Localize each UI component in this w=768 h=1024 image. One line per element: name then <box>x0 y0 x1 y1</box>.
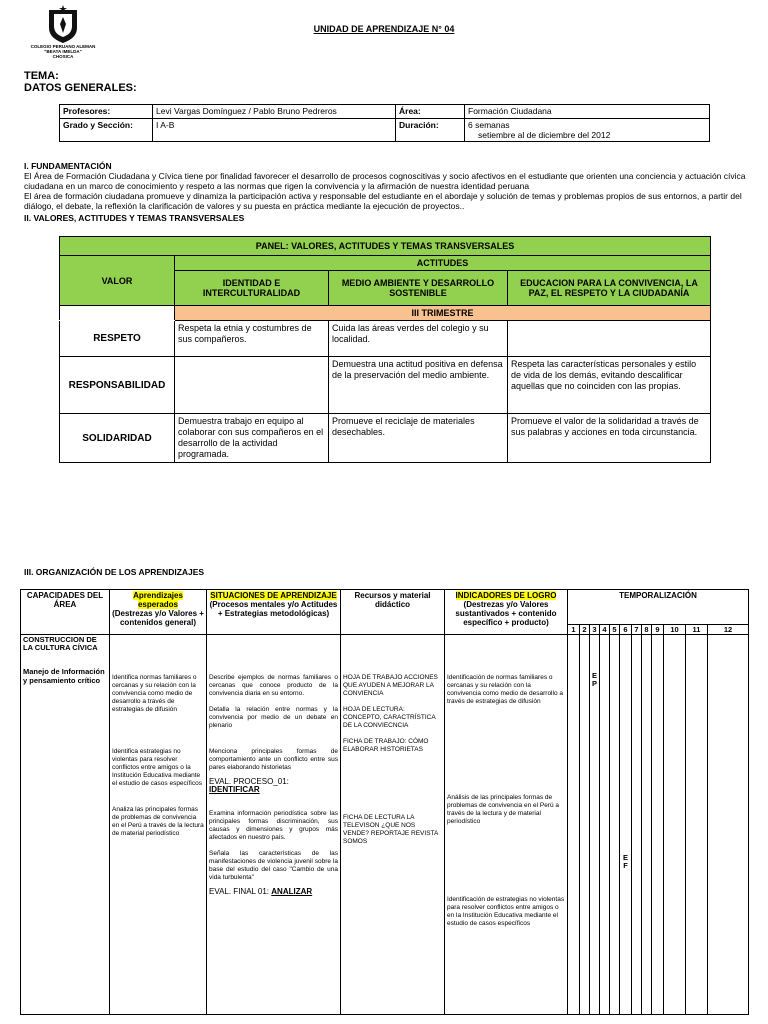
indicadores-cell <box>445 635 568 1015</box>
table-row <box>60 105 710 119</box>
aprendizajes-cell <box>110 635 207 1015</box>
header-recursos: Recursos y material didáctico <box>341 590 445 635</box>
valor-header: VALOR <box>60 256 175 306</box>
actitud-cell: Demuestra una actitud positiva en defensa de la preservación del medio ambiente. <box>329 357 508 414</box>
eval-proceso <box>209 778 338 794</box>
actitud-cell: Demuestra trabajo en equipo al colaborar con sus compañeros en el desarrollo de la actividad programada. <box>175 414 329 463</box>
actitud-cell: Promueve el reciclaje de materiales desechables. <box>329 414 508 463</box>
panel-title: PANEL: VALORES, ACTITUDES Y TEMAS TRANSVERSALES <box>60 237 711 256</box>
indicador-item: Análisis de las principales formas de problemas de convivencia en el Perú a través de la lectura y de material periodístico <box>447 794 560 825</box>
week-cell <box>600 635 610 1015</box>
week-cell <box>708 635 749 1015</box>
header-capacidades: CAPACIDADES DEL ÁREA <box>21 590 110 635</box>
school-logo <box>22 4 104 66</box>
week-cell <box>686 635 708 1015</box>
capacidad-title: CONSTRUCCION DE LA CULTURA CÍVICA <box>23 635 98 652</box>
situacion-item: Detalla la relación entre normas y la convivencia por medio de un debate en plenario <box>209 706 338 729</box>
fundamentacion-section <box>24 161 749 211</box>
actitudes-header: ACTITUDES <box>175 256 711 271</box>
valor-cell: SOLIDARIDAD <box>60 414 175 463</box>
actitud-cell: Cuida las áreas verdes del colegio y su localidad. <box>329 321 508 357</box>
actitud-cell <box>508 321 711 357</box>
school-city: CHOSICA <box>52 54 74 59</box>
eval-value: IDENTIFICAR <box>209 785 260 794</box>
area-label: Área: <box>396 105 465 119</box>
section-heading: III. ORGANIZACIÓN DE LOS APRENDIZAJES <box>24 567 205 577</box>
aprendizaje-item: Identifica estrategias no violentas para resolver conflictos entre amigos o la Institución Educativa mediante el estudio de casos específicos <box>112 748 202 787</box>
eval-mark-ef: E F <box>622 853 628 870</box>
aprendizaje-item: Identifica normas familiares o cercanas y su relación con la convivencia como medio de desarrollo a través de estrategias de difusión <box>112 674 197 713</box>
datos-generales-label: DATOS GENERALES: <box>24 82 137 94</box>
recurso-item: FICHA DE LECTURA LA TELEVISON ¿QUE NOS VENDE? REPORTAJE REVISTA SOMOS <box>343 814 438 845</box>
actitud-cell: Promueve el valor de la solidaridad a través de sus palabras y acciones en toda circunstancia. <box>508 414 711 463</box>
recursos-cell <box>341 635 445 1015</box>
tema-label: TEMA: <box>24 70 59 82</box>
week-number: 12 <box>708 625 749 635</box>
valor-cell: RESPONSABILIDAD <box>60 357 175 414</box>
valor-cell: RESPETO <box>60 321 175 357</box>
week-cell <box>632 635 642 1015</box>
header-subtitle: (Procesos mentales y/o Actitudes + Estrategias metodológicas) <box>209 600 338 618</box>
table-row <box>21 590 749 625</box>
actitud-cell: Respeta las características personales y estilo de vida de los demás, evitando descalificar aquellas que no coinciden con las propias. <box>508 357 711 414</box>
school-name: COLEGIO PERUANO ALEMAN <box>30 44 96 49</box>
week-cell <box>642 635 652 1015</box>
duracion-label: Duración: <box>396 119 465 142</box>
table-row <box>60 414 711 463</box>
section-heading: I. FUNDAMENTACIÓN <box>24 161 112 171</box>
actitud-cell <box>175 357 329 414</box>
week-cell <box>580 635 590 1015</box>
week-number: 10 <box>664 625 686 635</box>
school-name-2: "BEATA IMELDA" <box>44 49 82 54</box>
duracion-dates: setiembre al de diciembre del 2012 <box>478 130 611 140</box>
header-indicadores <box>445 590 568 635</box>
header-highlight: INDICADORES DE LOGRO <box>455 591 557 600</box>
week-number: 7 <box>632 625 642 635</box>
eval-mark-ep: E P <box>592 671 598 688</box>
table-row <box>60 306 711 321</box>
duracion-value <box>465 119 710 142</box>
week-number: 5 <box>610 625 620 635</box>
situaciones-cell <box>207 635 341 1015</box>
grado-label: Grado y Sección: <box>60 119 153 142</box>
header-highlight: Aprendizajes esperados <box>133 591 183 609</box>
header-situaciones <box>207 590 341 635</box>
table-row <box>60 256 711 271</box>
header-aprendizajes <box>110 590 207 635</box>
section-heading: II. VALORES, ACTITUDES Y TEMAS TRANSVERSALES <box>24 213 245 223</box>
week-number: 8 <box>642 625 652 635</box>
table-row <box>60 357 711 414</box>
week-number: 11 <box>686 625 708 635</box>
column-header: MEDIO AMBIENTE Y DESARROLLO SOSTENIBLE <box>329 271 508 306</box>
week-cell <box>590 635 600 1015</box>
week-number: 3 <box>590 625 600 635</box>
week-cell <box>664 635 686 1015</box>
profesores-value: Levi Vargas Domínguez / Pablo Bruno Pedreros <box>153 105 396 119</box>
indicador-item: Identificación de normas familiares o cercanas y su relación con la convivencia como medio de desarrollo a través de estrategias de difusión <box>447 674 563 705</box>
learning-organization-table <box>20 589 749 1015</box>
eval-final <box>209 888 338 896</box>
eval-label: EVAL. FINAL 01: <box>209 887 270 896</box>
capacidad-subtitle: Manejo de Información y pensamiento crítico <box>23 667 105 685</box>
trimestre-label: III TRIMESTRE <box>175 306 711 321</box>
recurso-item: HOJA DE LECTURA: CONCEPTO, CARACTRÍSTICA DE LA CONVIECNCIA <box>343 706 436 729</box>
capacidades-cell <box>21 635 110 1015</box>
situacion-item: Describe ejemplos de normas familiares o cercanas que conoce producto de la convivencia diaria en su entorno. <box>209 674 338 697</box>
aprendizaje-item: Analiza las principales formas de problemas de convivencia en el Perú a través de la lectura de material periodístico <box>112 806 204 837</box>
duracion-weeks: 6 semanas <box>468 120 510 130</box>
week-cell <box>652 635 664 1015</box>
week-number: 1 <box>568 625 580 635</box>
week-number: 6 <box>620 625 632 635</box>
week-number: 4 <box>600 625 610 635</box>
fundamentacion-paragraph-1: El Área de Formación Ciudadana y Cívica tiene por finalidad favorecer el desarrollo de procesos cognoscitivas y socio afectivos en el estudiante que orienten una conciencia y actuación cívica ciudadana en un marco de conocimiento y respeto a las normas que rigen la convivencia y la afirmación de nuestra identidad peruana <box>24 171 746 191</box>
column-header: EDUCACION PARA LA CONVIVENCIA, LA PAZ, EL RESPETO Y LA CIUDADANÍA <box>508 271 711 306</box>
indicador-item: Identificación de estrategias no violentas para resolver conflictos entre amigos o en la Institución Educativa mediante el estudio de casos específicos <box>447 896 565 927</box>
profesores-label: Profesores: <box>60 105 153 119</box>
column-header: IDENTIDAD E INTERCULTURALIDAD <box>175 271 329 306</box>
recurso-item: HOJA DE TRABAJO ACCIONES QUE AYUDEN A MEJORAR LA CONVIENCIA <box>343 674 438 697</box>
week-number: 9 <box>652 625 664 635</box>
situacion-item: Menciona principales formas de comportamiento ante un conflicto entre sus pares elaborando historietas <box>209 748 338 771</box>
week-cell <box>568 635 580 1015</box>
actitud-cell: Respeta la etnia y costumbres de sus compañeros. <box>175 321 329 357</box>
table-row <box>60 119 710 142</box>
recurso-item: FICHA DE TRABAJO: CÓMO ELABORAR HISTORIETAS <box>343 738 429 753</box>
header-temporalizacion: TEMPORALIZACIÓN <box>568 590 749 625</box>
page-title: UNIDAD DE APRENDIZAJE N° 04 <box>313 24 455 34</box>
general-data-table <box>59 104 710 142</box>
week-cell <box>610 635 620 1015</box>
week-cell <box>620 635 632 1015</box>
table-row <box>21 635 749 1015</box>
header-labels <box>24 70 137 94</box>
values-panel-table <box>59 236 711 463</box>
fundamentacion-paragraph-2: El área de formación ciudadana promueve y dinamiza la participación activa y responsable del estudiante en el abordaje y solución de temas y problemas propios de sus entornos, a partir del diálogo, el debate, la reflexión la clarificación de valores y su puesta en práctica mediante la ejecución de proyectos.. <box>24 191 742 211</box>
table-row <box>60 237 711 256</box>
week-number: 2 <box>580 625 590 635</box>
eval-label: EVAL. PROCESO_01: <box>209 777 289 786</box>
eval-value: ANALIZAR <box>271 887 313 896</box>
header-highlight: SITUACIONES DE APRENDIZAJE <box>210 591 337 600</box>
grado-value: I A-B <box>153 119 396 142</box>
area-value: Formación Ciudadana <box>465 105 710 119</box>
situacion-item: Examina información periodística sobre las principales formas discriminación, sus causas y dimensiones y grupos más afectados en nuestro país. <box>209 810 338 841</box>
table-row <box>60 321 711 357</box>
header-subtitle: (Destrezas y/o Valores + contenidos general) <box>112 609 204 627</box>
header-subtitle: (Destrezas y/o Valores sustantivados + contenido específico + producto) <box>455 600 557 627</box>
situacion-item: Señala las características de las manifestaciones de violencia juvenil sobre la base del estudio del caso "Cambio de una vida turbulenta" <box>209 850 338 881</box>
